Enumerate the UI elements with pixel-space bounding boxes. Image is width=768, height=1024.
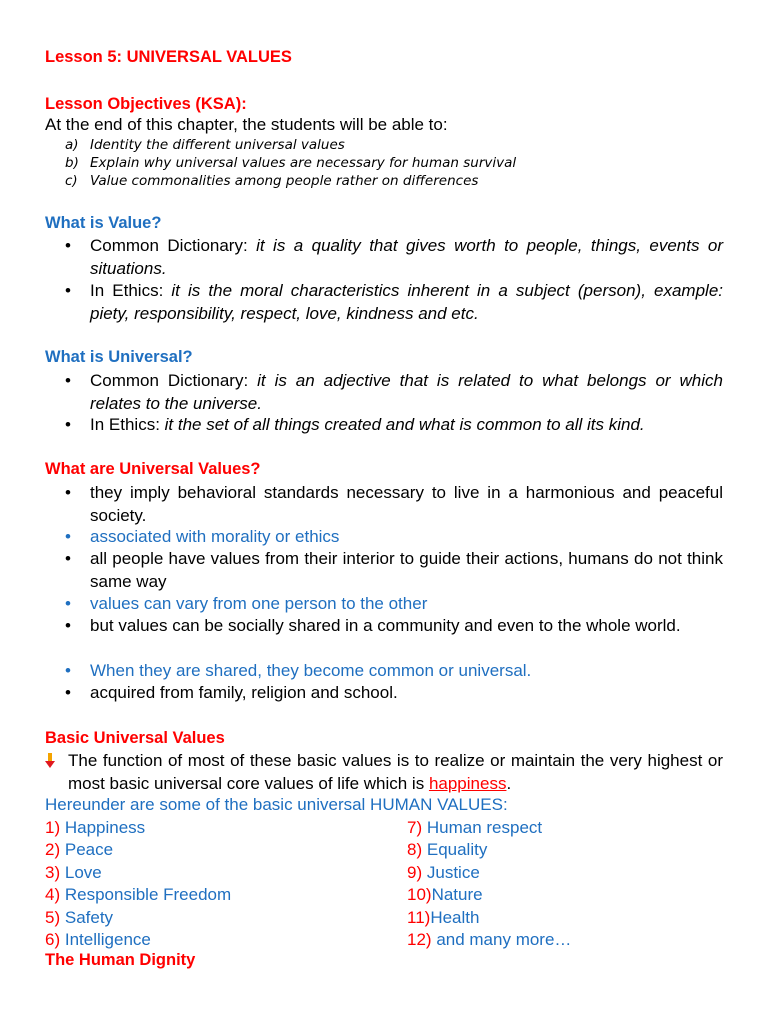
list-item: 11)Health — [407, 907, 480, 927]
bullet: • — [65, 527, 71, 546]
bullet: • — [65, 236, 71, 255]
universal-values-heading: What are Universal Values? — [45, 460, 261, 478]
human-values-intro: Hereunder are some of the basic universal HUMAN VALUES: — [45, 795, 508, 814]
objective-item: b) Explain why universal values are necessary for human survival — [65, 155, 517, 171]
list-item: 5) Safety — [45, 907, 114, 927]
values-list-left — [45, 817, 231, 951]
objective-item: a) Identity the different universal values — [65, 137, 345, 153]
list-item: 1) Happiness — [45, 818, 146, 837]
list-item: 12) and many more… — [407, 930, 572, 950]
bullet: • — [65, 594, 71, 613]
list-item: • acquired from family, religion and school. — [65, 682, 723, 705]
objective-item: c) Value commonalities among people rather on differences — [65, 173, 479, 189]
human-dignity-heading: The Human Dignity — [45, 951, 196, 969]
objectives-heading: Lesson Objectives (KSA): — [45, 95, 247, 113]
bullet: • — [65, 661, 71, 680]
list-item: • but values can be socially shared in a community and even to the whole world. — [65, 615, 723, 638]
arrow-down-icon — [45, 753, 55, 769]
bullet: • — [65, 483, 71, 502]
list-item: 8) Equality — [407, 840, 488, 860]
bullet: • — [65, 281, 71, 300]
list-item: 9) Justice — [407, 862, 480, 882]
list-item: 3) Love — [45, 862, 102, 882]
list-item: • all people have values from their interior to guide their actions, humans do not think same way — [65, 549, 723, 591]
basic-values-heading: Basic Universal Values — [45, 729, 225, 747]
list-item: 10)Nature — [407, 885, 483, 905]
list-item: • Common Dictionary: it is an adjective that is related to what belongs or which relates to the universe. — [65, 371, 723, 413]
list-item: • In Ethics: it the set of all things created and what is common to all its kind. — [65, 414, 723, 437]
values-list-right — [407, 817, 571, 951]
list-item: • associated with morality or ethics — [65, 526, 723, 549]
list-item: • values can vary from one person to the other — [65, 593, 723, 616]
bullet: • — [65, 549, 71, 568]
basic-values-paragraph: The function of most of these basic values is to realize or maintain the very highest or most basic universal core values of life which is happiness. — [45, 750, 723, 795]
bullet: • — [65, 415, 71, 434]
list-item: 4) Responsible Freedom — [45, 885, 232, 905]
value-heading: What is Value? — [45, 214, 162, 232]
list-item: • they imply behavioral standards necessary to live in a harmonious and peaceful society. — [65, 483, 723, 525]
universal-heading: What is Universal? — [45, 348, 193, 366]
list-item: • Common Dictionary: it is a quality that gives worth to people, things, events or situations. — [65, 236, 723, 278]
bullet: • — [65, 371, 71, 390]
bullet: • — [65, 616, 71, 635]
list-item: 7) Human respect — [407, 818, 543, 837]
list-item: 2) Peace — [45, 840, 114, 860]
lesson-title: Lesson 5: UNIVERSAL VALUES — [45, 48, 292, 66]
bullet: • — [65, 683, 71, 702]
list-item: • When they are shared, they become common or universal. — [65, 660, 723, 683]
list-item: 6) Intelligence — [45, 930, 151, 950]
list-item: • In Ethics: it is the moral characteristics inherent in a subject (person), example: piety, responsibility, respect, love, kindness and etc. — [65, 281, 723, 323]
happiness-highlight: happiness — [428, 773, 507, 793]
objectives-intro: At the end of this chapter, the students will be able to: — [45, 115, 448, 134]
